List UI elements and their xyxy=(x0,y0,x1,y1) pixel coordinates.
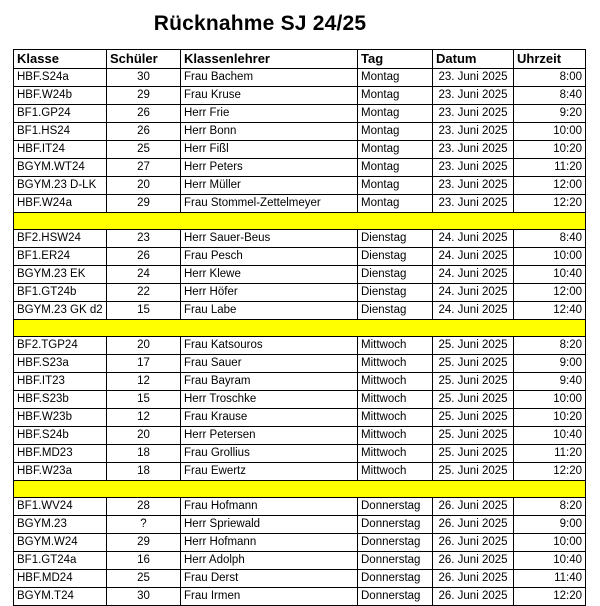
cell-schueler: 24 xyxy=(107,266,181,284)
cell-klassenlehrer: Herr Adolph xyxy=(181,552,358,570)
table-row xyxy=(14,266,586,284)
cell-klasse: BGYM.23 EK xyxy=(14,266,107,284)
cell-datum: 24. Juni 2025 xyxy=(433,284,514,302)
cell-tag: Donnerstag xyxy=(358,534,433,552)
table-row xyxy=(14,230,586,248)
cell-tag: Montag xyxy=(358,87,433,105)
cell-tag: Montag xyxy=(358,195,433,213)
cell-klasse: BGYM.W24 xyxy=(14,534,107,552)
cell-klasse: HBF.IT24 xyxy=(14,141,107,159)
cell-datum: 26. Juni 2025 xyxy=(433,570,514,588)
cell-klassenlehrer: Frau Pesch xyxy=(181,248,358,266)
cell-schueler: 20 xyxy=(107,337,181,355)
header-klasse: Klasse xyxy=(14,50,107,69)
table-row xyxy=(14,373,586,391)
table-row xyxy=(14,570,586,588)
cell-klassenlehrer: Frau Bachem xyxy=(181,69,358,87)
table-row xyxy=(14,69,586,87)
cell-uhrzeit: 9:00 xyxy=(514,516,586,534)
cell-schueler: ? xyxy=(107,516,181,534)
cell-schueler: 25 xyxy=(107,570,181,588)
cell-klasse: BF2.TGP24 xyxy=(14,337,107,355)
cell-klassenlehrer: Herr Höfer xyxy=(181,284,358,302)
cell-datum: 24. Juni 2025 xyxy=(433,266,514,284)
cell-klasse: HBF.S23b xyxy=(14,391,107,409)
table-row xyxy=(14,409,586,427)
cell-schueler: 29 xyxy=(107,195,181,213)
cell-klassenlehrer: Frau Krause xyxy=(181,409,358,427)
separator-cell xyxy=(14,320,586,337)
cell-uhrzeit: 10:20 xyxy=(514,409,586,427)
cell-datum: 23. Juni 2025 xyxy=(433,123,514,141)
cell-datum: 25. Juni 2025 xyxy=(433,463,514,481)
cell-uhrzeit: 12:40 xyxy=(514,302,586,320)
table-row xyxy=(14,552,586,570)
cell-klasse: BF1.ER24 xyxy=(14,248,107,266)
schedule-table xyxy=(13,49,586,606)
cell-schueler: 22 xyxy=(107,284,181,302)
table-row xyxy=(14,534,586,552)
cell-schueler: 26 xyxy=(107,248,181,266)
table-row xyxy=(14,141,586,159)
table-row xyxy=(14,427,586,445)
table-row xyxy=(14,516,586,534)
cell-klassenlehrer: Frau Kruse xyxy=(181,87,358,105)
header-schueler: Schüler xyxy=(107,50,181,69)
table-row xyxy=(14,284,586,302)
cell-schueler: 29 xyxy=(107,87,181,105)
cell-klasse: BF1.GT24b xyxy=(14,284,107,302)
table-row xyxy=(14,159,586,177)
cell-schueler: 18 xyxy=(107,463,181,481)
cell-klassenlehrer: Herr Spriewald xyxy=(181,516,358,534)
cell-uhrzeit: 11:20 xyxy=(514,159,586,177)
cell-tag: Dienstag xyxy=(358,302,433,320)
cell-klasse: BGYM.23 xyxy=(14,516,107,534)
cell-klassenlehrer: Frau Ewertz xyxy=(181,463,358,481)
cell-schueler: 26 xyxy=(107,123,181,141)
table-body xyxy=(14,69,586,606)
cell-tag: Mittwoch xyxy=(358,355,433,373)
cell-datum: 25. Juni 2025 xyxy=(433,445,514,463)
cell-klasse: HBF.W24a xyxy=(14,195,107,213)
cell-klasse: BGYM.23 D-LK xyxy=(14,177,107,195)
table-row xyxy=(14,498,586,516)
separator-cell xyxy=(14,481,586,498)
cell-schueler: 27 xyxy=(107,159,181,177)
cell-uhrzeit: 10:00 xyxy=(514,248,586,266)
cell-tag: Montag xyxy=(358,141,433,159)
cell-schueler: 15 xyxy=(107,391,181,409)
cell-uhrzeit: 9:20 xyxy=(514,105,586,123)
separator-cell xyxy=(14,213,586,230)
cell-schueler: 12 xyxy=(107,409,181,427)
cell-uhrzeit: 12:20 xyxy=(514,588,586,606)
cell-klasse: BF1.HS24 xyxy=(14,123,107,141)
cell-datum: 26. Juni 2025 xyxy=(433,516,514,534)
cell-klasse: HBF.W23b xyxy=(14,409,107,427)
table-row xyxy=(14,87,586,105)
cell-schueler: 26 xyxy=(107,105,181,123)
cell-schueler: 18 xyxy=(107,445,181,463)
cell-datum: 23. Juni 2025 xyxy=(433,141,514,159)
cell-schueler: 30 xyxy=(107,69,181,87)
cell-klassenlehrer: Herr Müller xyxy=(181,177,358,195)
table-row xyxy=(14,177,586,195)
cell-klassenlehrer: Frau Stommel-Zettelmeyer xyxy=(181,195,358,213)
table-row xyxy=(14,463,586,481)
header-uhrzeit: Uhrzeit xyxy=(514,50,586,69)
table-row xyxy=(14,355,586,373)
group-separator xyxy=(14,320,586,337)
table-row xyxy=(14,248,586,266)
cell-datum: 23. Juni 2025 xyxy=(433,159,514,177)
cell-klassenlehrer: Herr Troschke xyxy=(181,391,358,409)
cell-klassenlehrer: Herr Petersen xyxy=(181,427,358,445)
table-row xyxy=(14,195,586,213)
header-tag: Tag xyxy=(358,50,433,69)
cell-uhrzeit: 8:40 xyxy=(514,230,586,248)
cell-klassenlehrer: Herr Hofmann xyxy=(181,534,358,552)
table-row xyxy=(14,123,586,141)
cell-datum: 23. Juni 2025 xyxy=(433,105,514,123)
cell-klasse: HBF.S23a xyxy=(14,355,107,373)
cell-klassenlehrer: Frau Bayram xyxy=(181,373,358,391)
cell-datum: 25. Juni 2025 xyxy=(433,355,514,373)
cell-schueler: 30 xyxy=(107,588,181,606)
cell-klasse: HBF.S24b xyxy=(14,427,107,445)
cell-tag: Mittwoch xyxy=(358,373,433,391)
cell-uhrzeit: 12:00 xyxy=(514,284,586,302)
cell-uhrzeit: 8:00 xyxy=(514,69,586,87)
cell-tag: Donnerstag xyxy=(358,516,433,534)
table-row xyxy=(14,337,586,355)
cell-tag: Mittwoch xyxy=(358,463,433,481)
cell-uhrzeit: 8:20 xyxy=(514,498,586,516)
cell-tag: Montag xyxy=(358,159,433,177)
cell-schueler: 20 xyxy=(107,177,181,195)
cell-uhrzeit: 10:00 xyxy=(514,123,586,141)
cell-uhrzeit: 10:00 xyxy=(514,391,586,409)
cell-datum: 25. Juni 2025 xyxy=(433,391,514,409)
cell-uhrzeit: 9:00 xyxy=(514,355,586,373)
cell-schueler: 28 xyxy=(107,498,181,516)
cell-klassenlehrer: Herr Frie xyxy=(181,105,358,123)
cell-klassenlehrer: Frau Derst xyxy=(181,570,358,588)
cell-klasse: BF1.WV24 xyxy=(14,498,107,516)
cell-datum: 23. Juni 2025 xyxy=(433,87,514,105)
cell-uhrzeit: 11:20 xyxy=(514,445,586,463)
cell-uhrzeit: 12:00 xyxy=(514,177,586,195)
cell-datum: 24. Juni 2025 xyxy=(433,302,514,320)
cell-klassenlehrer: Frau Labe xyxy=(181,302,358,320)
header-klassenlehrer: Klassenlehrer xyxy=(181,50,358,69)
table-row xyxy=(14,105,586,123)
cell-klasse: BGYM.WT24 xyxy=(14,159,107,177)
table-row xyxy=(14,445,586,463)
cell-uhrzeit: 12:20 xyxy=(514,195,586,213)
cell-uhrzeit: 10:40 xyxy=(514,427,586,445)
cell-tag: Mittwoch xyxy=(358,445,433,463)
cell-tag: Mittwoch xyxy=(358,409,433,427)
cell-klasse: HBF.W23a xyxy=(14,463,107,481)
cell-tag: Donnerstag xyxy=(358,570,433,588)
header-row xyxy=(14,50,586,69)
cell-tag: Mittwoch xyxy=(358,337,433,355)
cell-uhrzeit: 8:40 xyxy=(514,87,586,105)
cell-klasse: BF1.GT24a xyxy=(14,552,107,570)
cell-schueler: 25 xyxy=(107,141,181,159)
cell-datum: 24. Juni 2025 xyxy=(433,230,514,248)
cell-uhrzeit: 10:40 xyxy=(514,266,586,284)
cell-klassenlehrer: Herr Bonn xyxy=(181,123,358,141)
cell-uhrzeit: 8:20 xyxy=(514,337,586,355)
cell-klassenlehrer: Frau Hofmann xyxy=(181,498,358,516)
cell-datum: 26. Juni 2025 xyxy=(433,588,514,606)
cell-datum: 24. Juni 2025 xyxy=(433,248,514,266)
cell-klasse: BF2.HSW24 xyxy=(14,230,107,248)
cell-datum: 23. Juni 2025 xyxy=(433,177,514,195)
cell-uhrzeit: 11:40 xyxy=(514,570,586,588)
table-row xyxy=(14,391,586,409)
cell-datum: 23. Juni 2025 xyxy=(433,195,514,213)
cell-klasse: HBF.MD23 xyxy=(14,445,107,463)
cell-tag: Donnerstag xyxy=(358,498,433,516)
cell-klasse: BGYM.T24 xyxy=(14,588,107,606)
cell-uhrzeit: 12:20 xyxy=(514,463,586,481)
cell-uhrzeit: 10:40 xyxy=(514,552,586,570)
cell-klasse: HBF.MD24 xyxy=(14,570,107,588)
cell-tag: Montag xyxy=(358,105,433,123)
cell-klasse: HBF.W24b xyxy=(14,87,107,105)
cell-klasse: BF1.GP24 xyxy=(14,105,107,123)
cell-uhrzeit: 10:20 xyxy=(514,141,586,159)
cell-datum: 26. Juni 2025 xyxy=(433,498,514,516)
cell-datum: 25. Juni 2025 xyxy=(433,427,514,445)
table-row xyxy=(14,302,586,320)
group-separator xyxy=(14,213,586,230)
cell-tag: Montag xyxy=(358,177,433,195)
cell-schueler: 15 xyxy=(107,302,181,320)
cell-datum: 26. Juni 2025 xyxy=(433,552,514,570)
cell-tag: Mittwoch xyxy=(358,427,433,445)
cell-tag: Dienstag xyxy=(358,248,433,266)
cell-klassenlehrer: Frau Grollius xyxy=(181,445,358,463)
cell-tag: Donnerstag xyxy=(358,588,433,606)
cell-datum: 23. Juni 2025 xyxy=(433,69,514,87)
page-title: Rücknahme SJ 24/25 xyxy=(153,12,367,35)
cell-uhrzeit: 10:00 xyxy=(514,534,586,552)
cell-tag: Dienstag xyxy=(358,266,433,284)
cell-schueler: 16 xyxy=(107,552,181,570)
cell-schueler: 23 xyxy=(107,230,181,248)
cell-tag: Dienstag xyxy=(358,284,433,302)
cell-datum: 25. Juni 2025 xyxy=(433,373,514,391)
cell-schueler: 20 xyxy=(107,427,181,445)
cell-klasse: BGYM.23 GK d2 xyxy=(14,302,107,320)
cell-uhrzeit: 9:40 xyxy=(514,373,586,391)
cell-tag: Donnerstag xyxy=(358,552,433,570)
group-separator xyxy=(14,481,586,498)
cell-tag: Montag xyxy=(358,69,433,87)
cell-datum: 25. Juni 2025 xyxy=(433,337,514,355)
cell-klassenlehrer: Herr Fißl xyxy=(181,141,358,159)
cell-tag: Montag xyxy=(358,123,433,141)
cell-tag: Dienstag xyxy=(358,230,433,248)
header-datum: Datum xyxy=(433,50,514,69)
cell-klassenlehrer: Frau Sauer xyxy=(181,355,358,373)
cell-klassenlehrer: Frau Katsouros xyxy=(181,337,358,355)
cell-klassenlehrer: Frau Irmen xyxy=(181,588,358,606)
cell-klassenlehrer: Herr Sauer-Beus xyxy=(181,230,358,248)
cell-klassenlehrer: Herr Peters xyxy=(181,159,358,177)
cell-schueler: 12 xyxy=(107,373,181,391)
cell-klassenlehrer: Herr Klewe xyxy=(181,266,358,284)
cell-tag: Mittwoch xyxy=(358,391,433,409)
cell-datum: 25. Juni 2025 xyxy=(433,409,514,427)
cell-schueler: 29 xyxy=(107,534,181,552)
cell-schueler: 17 xyxy=(107,355,181,373)
cell-datum: 26. Juni 2025 xyxy=(433,534,514,552)
cell-klasse: HBF.S24a xyxy=(14,69,107,87)
table-row xyxy=(14,588,586,606)
cell-klasse: HBF.IT23 xyxy=(14,373,107,391)
